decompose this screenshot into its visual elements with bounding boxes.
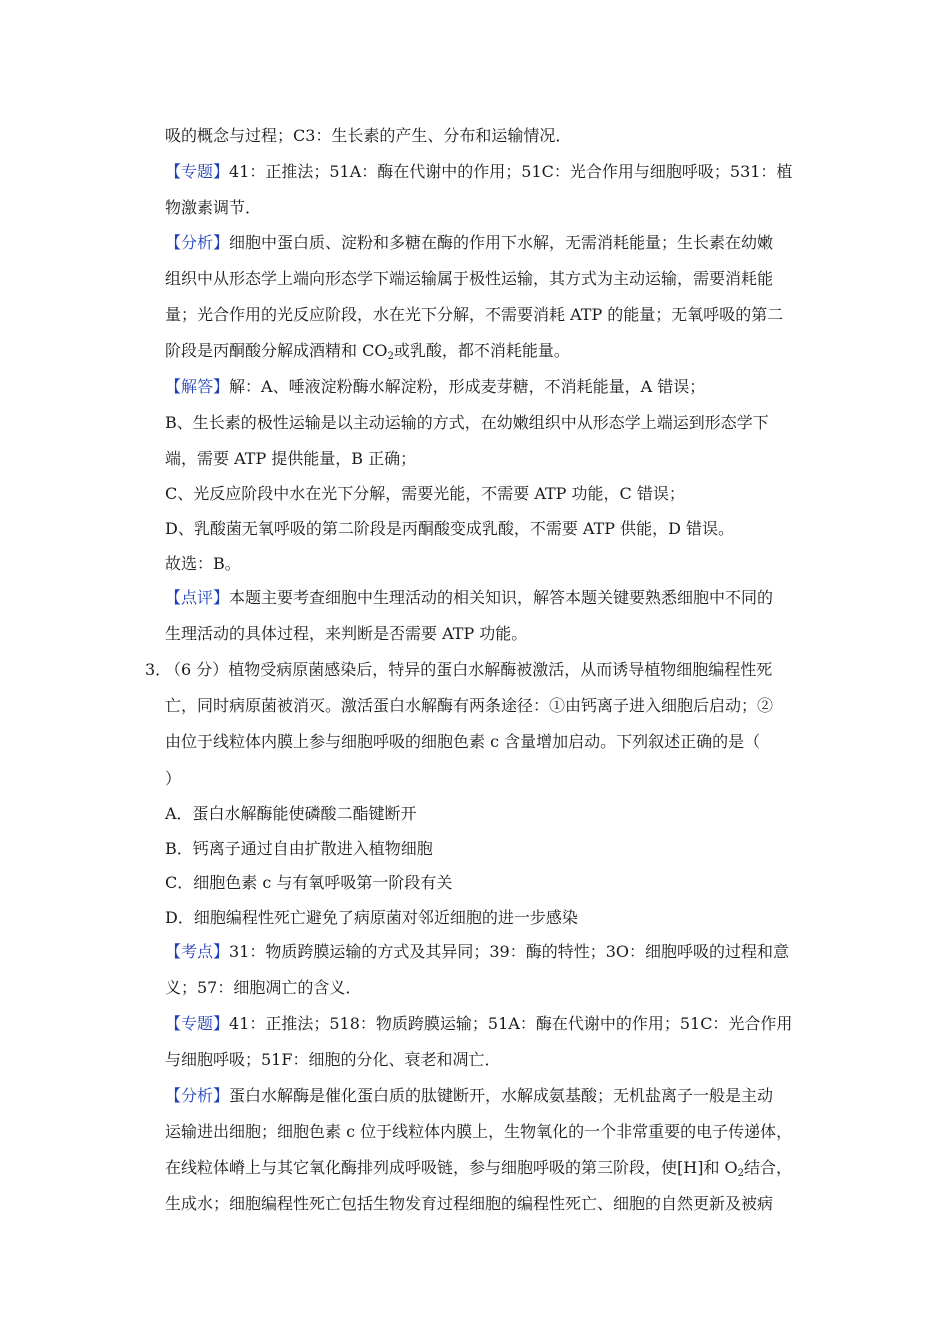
section-text: 解：A、唾液淀粉酶水解淀粉，形成麦芽糖，不消耗能量，A 错误； <box>229 377 706 396</box>
text-line: 亡，同时病原菌被消灭。激活蛋白水解酶有两条途径：①由钙离子进入细胞后启动；② <box>165 696 774 715</box>
text-line: 运输进出细胞；细胞色素 c 位于线粒体内膜上，生物氧化的一个非常重要的电子传递体， <box>165 1122 793 1141</box>
text-line <box>165 1158 792 1178</box>
text-line: 吸的概念与过程；C3：生长素的产生、分布和运输情况． <box>165 126 572 145</box>
question-stem: （6 分）植物受病原菌感染后，特异的蛋白水解酶被激活，从而诱导植物细胞编程性死 <box>165 660 773 679</box>
comment-section <box>165 588 773 608</box>
section-text: 41：正推法；51A：酶在代谢中的作用；51C：光合作用与细胞呼吸；531：植 <box>229 162 793 181</box>
section-tag: 【考点】 <box>165 942 230 961</box>
text-line: 由位于线粒体内膜上参与细胞呼吸的细胞色素 c 含量增加启动。下列叙述正确的是（ <box>165 732 761 751</box>
text-segment: 在线粒体嵴上与其它氧化酶排列成呼吸链，参与细胞呼吸的第三阶段，使[H]和 O <box>165 1158 738 1177</box>
section-text: 蛋白水解酶是催化蛋白质的肽键断开，水解成氨基酸；无机盐离子一般是主动 <box>229 1086 774 1105</box>
text-line: ） <box>165 769 182 788</box>
section-tag: 【点评】 <box>165 588 230 607</box>
analysis-section <box>165 1086 773 1106</box>
analysis-section <box>165 233 773 253</box>
option-a: A．蛋白水解酶能使磷酸二酯键断开 <box>165 804 417 823</box>
text-line: 义；57：细胞凋亡的含义． <box>165 978 362 997</box>
text-segment: 阶段是丙酮酸分解成酒精和 CO <box>165 341 388 360</box>
topic-section <box>165 162 792 182</box>
text-line: 生理活动的具体过程，来判断是否需要 ATP 功能。 <box>165 624 528 643</box>
text-line <box>165 341 570 361</box>
section-text: 31：物质跨膜运输的方式及其异同；39：酶的特性；3O：细胞呼吸的过程和意 <box>229 942 790 961</box>
topic-section <box>165 1014 792 1034</box>
answer-section <box>165 377 705 397</box>
question-number: 3． <box>145 660 172 679</box>
text-line: 量；光合作用的光反应阶段，水在光下分解，不需要消耗 ATP 的能量；无氧呼吸的第二 <box>165 305 784 324</box>
subscript: 2 <box>737 1168 745 1179</box>
text-line: D、乳酸菌无氧呼吸的第二阶段是丙酮酸变成乳酸，不需要 ATP 供能，D 错误。 <box>165 519 735 538</box>
subscript: 2 <box>387 351 394 362</box>
text-line: B、生长素的极性运输是以主动运输的方式，在幼嫩组织中从形态学上端运到形态学下 <box>165 413 769 432</box>
text-segment: 或乳酸，都不消耗能量。 <box>393 341 570 360</box>
text-line: 故选：B。 <box>165 554 241 573</box>
keypoint-section <box>165 942 789 962</box>
text-line: 生成水；细胞编程性死亡包括生物发育过程细胞的编程性死亡、细胞的自然更新及被病 <box>165 1194 774 1213</box>
section-tag: 【分析】 <box>165 233 230 252</box>
text-line: C、光反应阶段中水在光下分解，需要光能，不需要 ATP 功能，C 错误； <box>165 484 685 503</box>
option-b: B．钙离子通过自由扩散进入植物细胞 <box>165 839 433 858</box>
text-line: 组织中从形态学上端向形态学下端运输属于极性运输，其方式为主动运输，需要消耗能 <box>165 269 774 288</box>
section-tag: 【专题】 <box>165 162 230 181</box>
section-text: 细胞中蛋白质、淀粉和多糖在酶的作用下水解，无需消耗能量；生长素在幼嫩 <box>229 233 774 252</box>
section-tag: 【分析】 <box>165 1086 230 1105</box>
text-line: 物激素调节． <box>165 198 262 217</box>
section-text: 41：正推法；518：物质跨膜运输；51A：酶在代谢中的作用；51C：光合作用 <box>229 1014 793 1033</box>
text-line: 与细胞呼吸；51F：细胞的分化、衰老和凋亡． <box>165 1050 501 1069</box>
text-segment: 结合， <box>744 1158 793 1177</box>
section-text: 本题主要考查细胞中生理活动的相关知识，解答本题关键要熟悉细胞中不同的 <box>229 588 774 607</box>
section-tag: 【解答】 <box>165 377 230 396</box>
text-line: 端，需要 ATP 提供能量，B 正确； <box>165 449 417 468</box>
option-c: C．细胞色素 c 与有氧呼吸第一阶段有关 <box>165 873 453 892</box>
section-tag: 【专题】 <box>165 1014 230 1033</box>
option-d: D．细胞编程性死亡避免了病原菌对邻近细胞的进一步感染 <box>165 908 578 927</box>
